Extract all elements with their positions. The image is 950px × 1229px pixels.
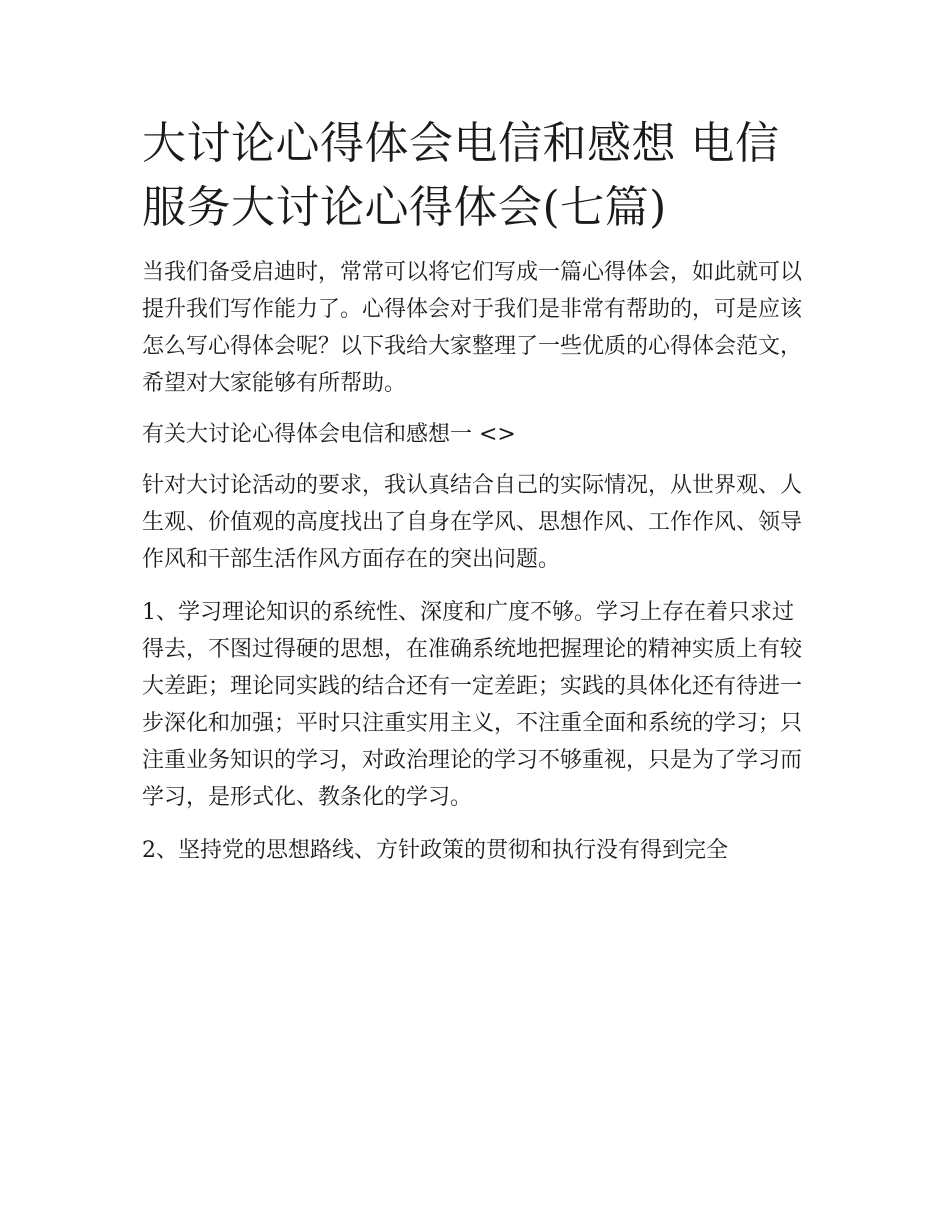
document-title: 大讨论心得体会电信和感想 电信服务大讨论心得体会(七篇) — [142, 118, 780, 233]
body-paragraph: 针对大讨论活动的要求，我认真结合自己的实际情况，从世界观、人生观、价值观的高度找出了自身在学风、思想作风、工作作风、领导作风和干部生活作风方面存在的突出问题。 — [142, 473, 803, 572]
document-body — [142, 112, 814, 869]
section-heading: 有关大讨论心得体会电信和感想一 <> — [142, 422, 516, 447]
intro-paragraph: 当我们备受启迪时，常常可以将它们写成一篇心得体会，如此就可以提升我们写作能力了。心得体会对于我们是非常有帮助的，可是应该怎么写心得体会呢？以下我给大家整理了一些优质的心得体会范文，希望对大家能够有所帮助。 — [142, 260, 803, 396]
numbered-item-2: 2、坚持党的思想路线、方针政策的贯彻和执行没有得到完全 — [142, 838, 728, 863]
numbered-item-1: 1、学习理论知识的系统性、深度和广度不够。学习上存在着只求过得去，不图过得硬的思想，在准确系统地把握理论的精神实质上有较大差距；理论同实践的结合还有一定差距；实践的具体化还有待进一步深化和加强；平时只注重实用主义，不注重全面和系统的学习；只注重业务知识的学习，对政治理论的学习不够重视，只是为了学习而学习，是形式化、教条化的学习。 — [142, 600, 803, 810]
